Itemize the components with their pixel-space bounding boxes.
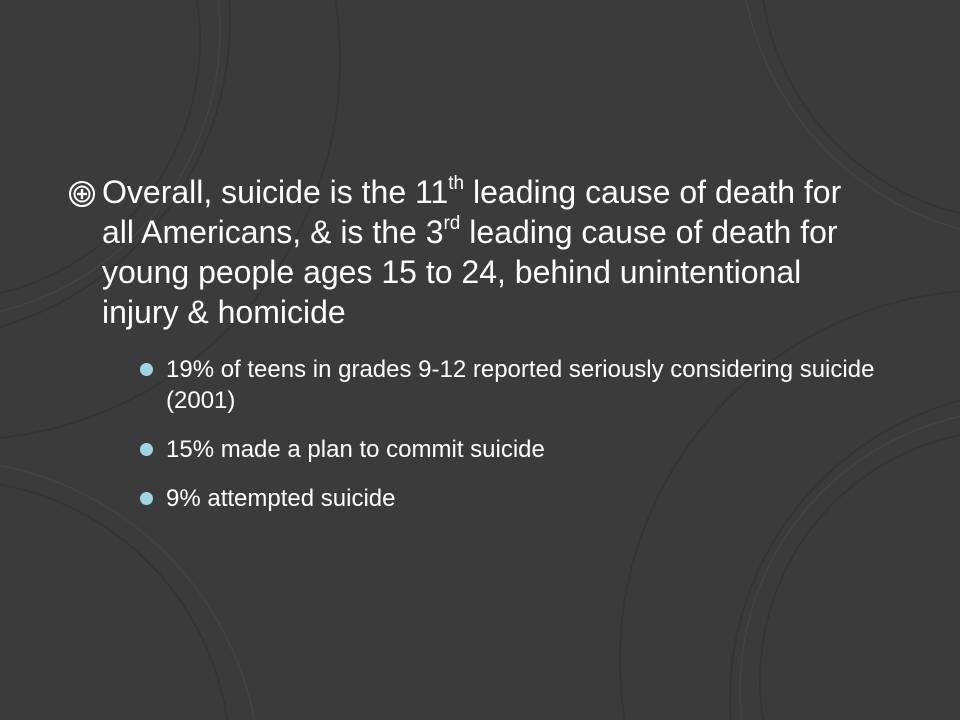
main-bullet-text-2: leading cause of death for all Americans, & is the 3 — [102, 174, 842, 250]
filled-dot-icon — [140, 443, 153, 456]
slide-content — [78, 172, 878, 532]
main-bullet — [78, 172, 878, 332]
main-bullet-text-1: Overall, suicide is the 11 — [102, 174, 449, 210]
main-bullet-text-3: leading cause of death for young people ages 15 to 24, behind unintentional injury & homicide — [102, 214, 838, 330]
sub-bullet-item — [140, 483, 886, 514]
superscript-th: th — [448, 173, 465, 195]
sub-bullet-text: 15% made a plan to commit suicide — [166, 436, 545, 463]
sub-bullet-text: 9% attempted suicide — [166, 485, 396, 512]
superscript-rd: rd — [443, 213, 461, 235]
filled-dot-icon — [140, 363, 153, 376]
sub-bullet-item — [140, 354, 886, 416]
filled-dot-icon — [140, 492, 153, 505]
target-circle-icon — [68, 180, 96, 208]
sub-bullet-list — [78, 354, 878, 514]
sub-bullet-text: 19% of teens in grades 9-12 reported seriously considering suicide (2001) — [166, 356, 875, 414]
sub-bullet-item — [140, 434, 886, 465]
